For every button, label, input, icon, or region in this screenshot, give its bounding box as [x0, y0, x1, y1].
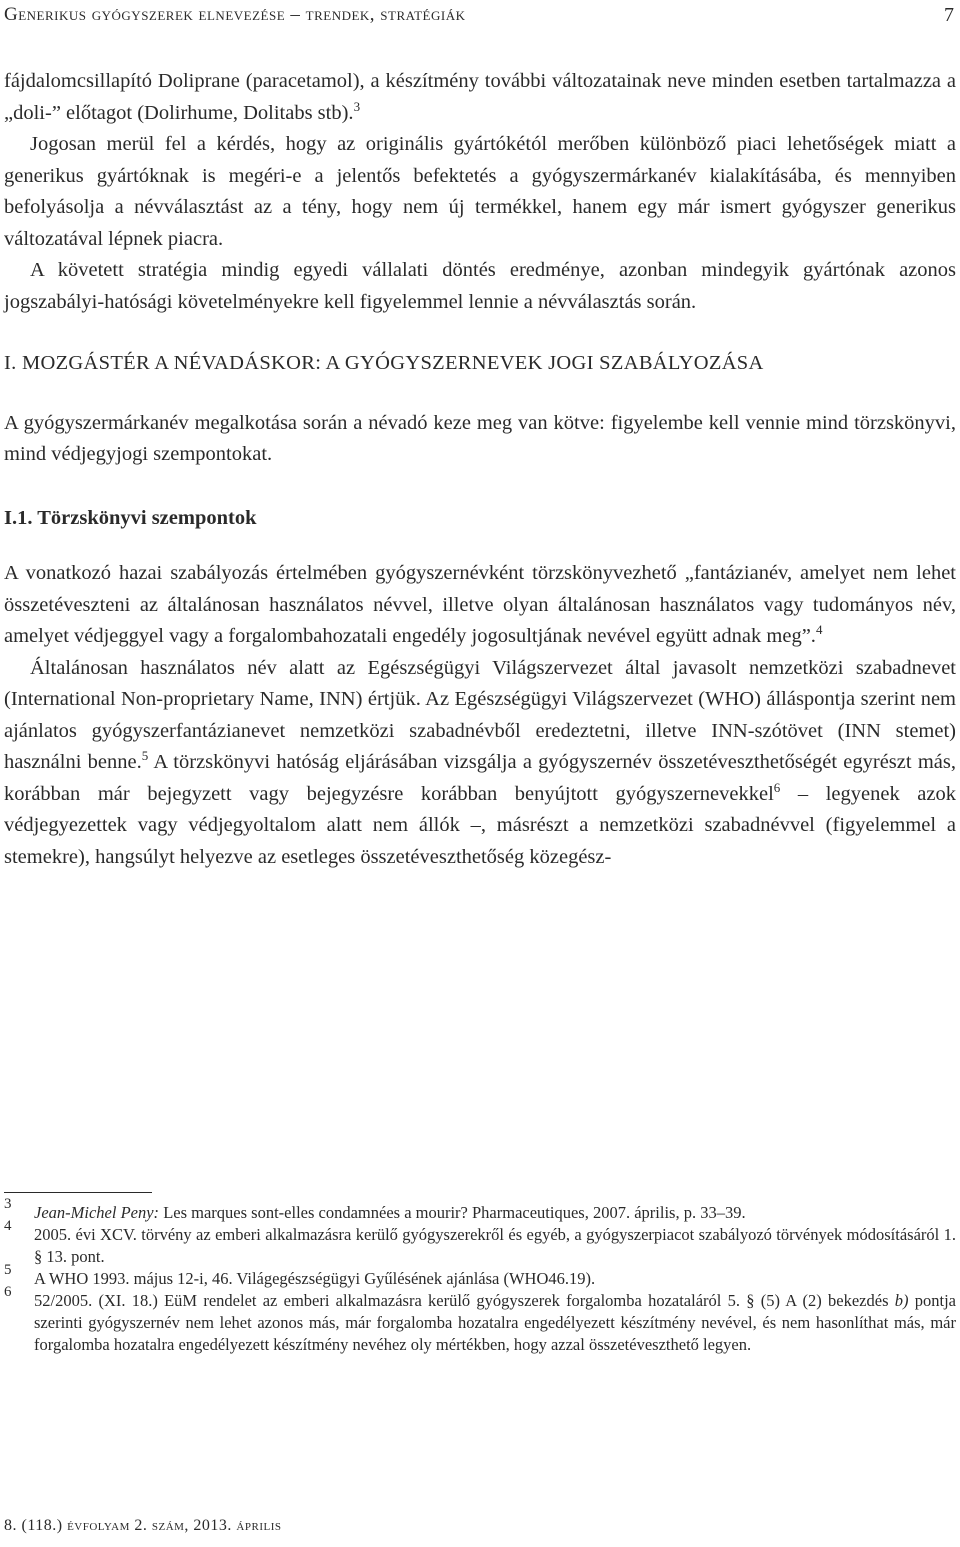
paragraph: Jogosan merül fel a kérdés, hogy az originális gyártókétól merőben különböző piaci lehetőségek miatt a generikus gyártóknak is megéri-e a jelentős befektetés a gyógyszermárkanév kialakításába, és mennyiben befolyásolja a névválasztást az a tény, hogy nem új termékkel, hanem egy már ismert gyógyszer generikus változatával lépnek piacra. — [4, 133, 956, 250]
page-number: 7 — [944, 4, 954, 26]
footnote-ref[interactable]: 6 — [773, 779, 781, 795]
footnote: 4 2005. évi XCV. törvény az emberi alkalmazásra kerülő gyógyszerekről és egyéb, a gyógyszerpiacot szabályozó törvények módosításáról 1. § 13. pont. — [4, 1224, 956, 1268]
footnote-number: 4 — [4, 1218, 12, 1234]
footnote-divider — [4, 1192, 152, 1193]
footnote: 3 Jean-Michel Peny: Les marques sont-elles condamnées a mourir? Pharmaceutiques, 2007. április, p. 33–39. — [4, 1202, 956, 1224]
section-heading: I. MOZGÁSTÉR A NÉVADÁSKOR: A GYÓGYSZERNEVEK JOGI SZABÁLYOZÁSA — [4, 352, 764, 374]
paragraph: A követett stratégia mindig egyedi vállalati döntés eredménye, azonban mindegyik gyártónak azonos jogszabályi-hatósági követelményekre kell figyelemmel lennie a névválasztás során. — [4, 259, 956, 313]
footnotes — [4, 1196, 956, 1356]
footnote-ref[interactable]: 5 — [141, 748, 149, 764]
footnote-number: 5 — [4, 1262, 12, 1278]
paragraph: A gyógyszermárkanév megalkotása során a névadó keze meg van kötve: figyelembe kell vennie mind törzskönyvi, mind védjegyjogi szempontokat. — [4, 411, 956, 465]
paragraph: fájdalomcsillapító Doliprane (paracetamol), a készítmény további változatainak neve minden esetben tartalmazza a „doli-” előtagot (Dolirhume, Dolitabs stb).$^3$ — [4, 70, 956, 124]
footnote-number: 3 — [4, 1196, 12, 1212]
main-text — [4, 66, 956, 873]
paragraph: A vonatkozó hazai szabályozás értelmében gyógyszernévként törzskönyvezhető „fantázianév, amelyet nem lehet összetéveszteni az általánosan használatos névvel, illetve olyan általánosan használatos vagy tudományos név, amelyet védjeggyel vagy a forgalombahozatali engedély jogosultjának nevével együtt adnak meg”.$^4$ — [4, 562, 956, 647]
subsection-heading: I.1. Törzskönyvi szempontok — [4, 506, 257, 529]
footnote: 5 A WHO 1993. május 12-i, 46. Világegészségügyi Gyűlésének ajánlása (WHO46.19). — [4, 1268, 956, 1290]
footnote-ref[interactable]: 4 — [815, 622, 823, 638]
paragraph: Általánosan használatos név alatt az Egészségügyi Világszervezet által javasolt nemzetközi szabadnevet (International Non-proprietary Name, INN) értjük. Az Egészségügyi Világszervezet (WHO) álláspontja szerint nem ajánlatos gyógyszerfantázianevet nemzetközi szabadnévből eredeztetni, illetve INN-szótövet (INN stemet) használni benne.$^5$ A törzskönyvi hatóság eljárásában vizsgálja a gyógyszernév összetéveszthetőségét egyrészt más, korábban már bejegyzett vagy bejegyzésre korábban benyújtott gyógyszernevekkel$^6$ – legyenek azok védjegyezettek vagy védjegyoltalom alatt nem állók –, másrészt a nemzetközi szabadnévvel (figyelemmel a stemekre), hangsúlyt helyezve az esetleges összetéveszthetőség közegész- — [4, 656, 956, 868]
footnote-ref[interactable]: 3 — [353, 98, 361, 114]
footnote-author: Jean-Michel Peny: — [34, 1203, 160, 1222]
issue-footer: 8. (118.) évfolyam 2. szám, 2013. április — [4, 1517, 282, 1534]
footnote-number: 6 — [4, 1284, 12, 1300]
footnote: 6 52/2005. (XI. 18.) EüM rendelet az emberi alkalmazásra kerülő gyógyszerek forgalomba hozataláról 5. § (5) A (2) bekezdés b) pontja szerinti gyógyszernév nem lehet azonos más, már forgalomba hozatalra engedélyezett készítmény nevével, és nem hasonlíthat más, már forgalomba hozatalra engedélyezett készítmény nevéhez oly mértékben, hogy azzal összetéveszthető legyen. — [4, 1290, 956, 1356]
running-title: Generikus gyógyszerek elnevezése – trendek, stratégiák — [4, 4, 466, 25]
